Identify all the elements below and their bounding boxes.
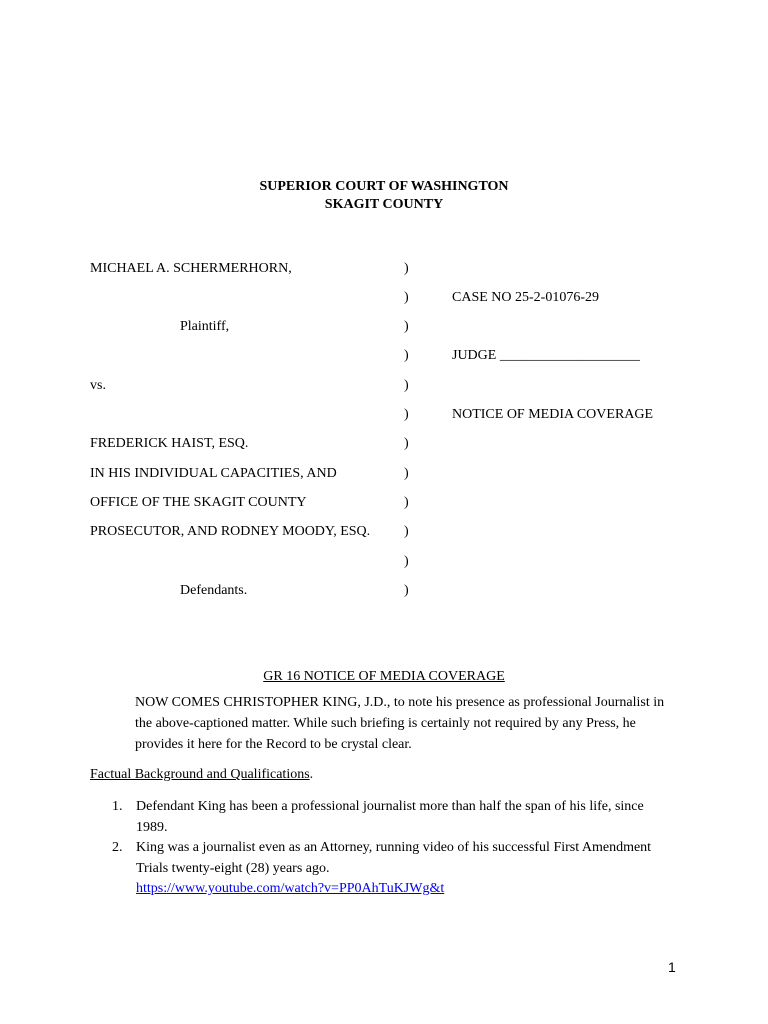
caption-paren: ) bbox=[404, 378, 409, 393]
defendant-line: OFFICE OF THE SKAGIT COUNTY bbox=[90, 495, 307, 510]
defendant-role: Defendants. bbox=[180, 583, 248, 598]
subheading-text: Factual Background and Qualifications bbox=[90, 767, 310, 782]
subheading bbox=[90, 766, 313, 784]
defendant-line: IN HIS INDIVIDUAL CAPACITIES, AND bbox=[90, 466, 337, 481]
court-name: SUPERIOR COURT OF WASHINGTON bbox=[259, 179, 509, 194]
document-title: NOTICE OF MEDIA COVERAGE bbox=[452, 407, 654, 422]
caption-paren: ) bbox=[404, 261, 409, 276]
judge-line: JUDGE ____________________ bbox=[452, 348, 640, 363]
youtube-link[interactable]: https://www.youtube.com/watch?v=PP0AhTuKJWg&t bbox=[136, 881, 445, 896]
case-number: CASE NO 25-2-01076-29 bbox=[452, 290, 599, 305]
list-item-text: Defendant King has been a professional journalist more than half the span of his life, since 1989. bbox=[136, 799, 644, 835]
section-title: GR 16 NOTICE OF MEDIA COVERAGE bbox=[263, 669, 505, 684]
county-name: SKAGIT COUNTY bbox=[324, 197, 444, 212]
caption-paren: ) bbox=[404, 466, 409, 481]
caption-paren: ) bbox=[404, 583, 409, 598]
list-item-number: 1. bbox=[112, 799, 123, 814]
caption-paren: ) bbox=[404, 495, 409, 510]
page-number: 1 bbox=[668, 959, 676, 975]
caption-paren: ) bbox=[404, 407, 409, 422]
plaintiff-name: MICHAEL A. SCHERMERHORN, bbox=[90, 261, 292, 276]
list-item-number: 2. bbox=[112, 840, 123, 855]
versus-label: vs. bbox=[90, 378, 106, 393]
subheading-period: . bbox=[309, 767, 314, 782]
caption-paren: ) bbox=[404, 348, 409, 363]
caption-paren: ) bbox=[404, 554, 409, 569]
defendant-line: FREDERICK HAIST, ESQ. bbox=[90, 436, 249, 451]
intro-paragraph: NOW COMES CHRISTOPHER KING, J.D., to note his presence as professional Journalist in the above-captioned matter. While such briefing is certainly not required by any Press, he provides it here for the Record to be crystal clear. bbox=[135, 695, 665, 752]
caption-paren: ) bbox=[404, 524, 409, 539]
list-item-text: King was a journalist even as an Attorney, running video of his successful First Amendment Trials twenty-eight (28) years ago. bbox=[136, 840, 652, 876]
caption-paren: ) bbox=[404, 319, 409, 334]
plaintiff-role: Plaintiff, bbox=[180, 319, 230, 334]
caption-paren: ) bbox=[404, 436, 409, 451]
caption-paren: ) bbox=[404, 290, 409, 305]
defendant-line: PROSECUTOR, AND RODNEY MOODY, ESQ. bbox=[90, 524, 371, 539]
